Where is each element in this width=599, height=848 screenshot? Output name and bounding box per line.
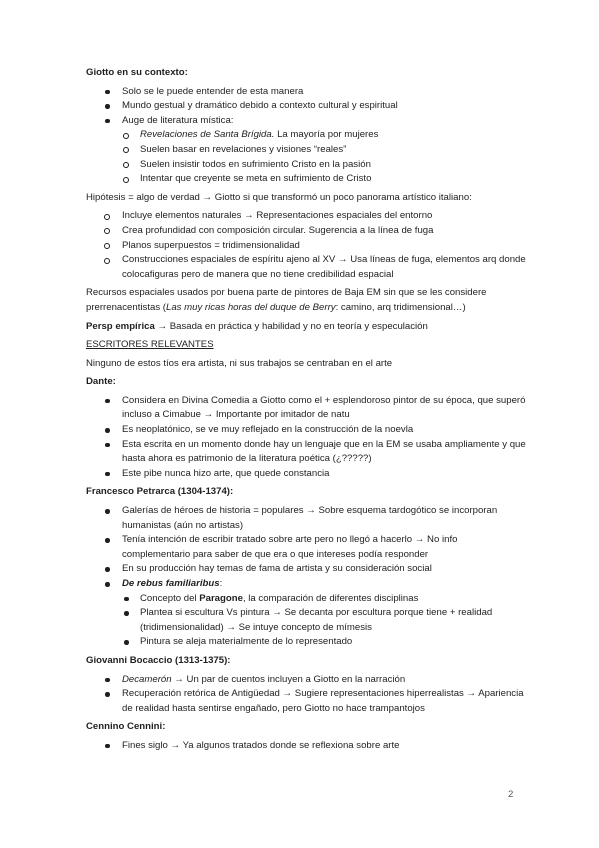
section-heading-cennino: Cennino Cennini: [86, 721, 166, 733]
work-title: De rebus familiaribus [122, 578, 220, 589]
escritores-intro: Ninguno de estos tíos era artista, ni sus trabajos se centraban en el arte [86, 357, 393, 369]
list-item: Es neoplatónico, se ve muy reflejado en la construcción de la noevla [86, 423, 526, 438]
recursos-text: Recursos espaciales usados por buena parte de pintores de Baja EM sin que se les considere prerrenacentistas ( [86, 287, 487, 313]
list-item: Considera en Divina Comedia a Giotto como el + esplendoroso pintor de su época, que superó incluso a Cimabue → Importante por imitador de natu [86, 394, 526, 423]
boccaccio-list [86, 673, 526, 717]
list-item: Este pibe nunca hizo arte, que quede constancia [86, 467, 526, 482]
dante-list [86, 394, 526, 482]
list-item-text: La mayoría por mujeres [274, 129, 379, 141]
list-item: Fines siglo → Ya algunos tratados donde se reflexiona sobre arte [86, 739, 526, 754]
list-item-text-end: , la comparación de diferentes disciplinas [242, 592, 419, 604]
cennino-list [86, 739, 526, 754]
list-item: Solo se le puede entender de esta manera [86, 85, 526, 100]
term: Paragone [199, 592, 243, 604]
work-title: Las muy ricas horas del duque de Berry [165, 301, 336, 313]
list-item: Suelen insistir todos en sufrimiento Cristo en la pasión [122, 158, 526, 173]
list-item-text: → Un par de cuentos incluyen a Giotto en la narración [171, 673, 406, 685]
mistica-sublist [122, 128, 526, 186]
list-item [86, 673, 526, 688]
hipotesis-list [86, 209, 526, 282]
persp-empirica-paragraph [86, 320, 526, 335]
work-title: Decamerón [122, 673, 172, 685]
list-item-text: Concepto del [140, 592, 200, 604]
list-item: Galerías de héroes de historia = populares → Sobre esquema tardogótico se incorporan humanistas (aún no artistas) [86, 504, 526, 533]
work-title: Revelaciones de Santa Brígida. [140, 129, 275, 141]
section-heading-escritores: ESCRITORES RELEVANTES [86, 339, 214, 351]
list-item: Construcciones espaciales de espíritu ajeno al XV → Usa líneas de fuga, elementos arq donde colocafiguras pero de manera que no tiene credibilidad espacial [86, 253, 526, 282]
section-heading-dante: Dante: [86, 376, 116, 388]
recursos-text-end: : camino, arq tridimensional…) [335, 301, 466, 313]
list-item: Intentar que creyente se meta en sufrimiento de Cristo [122, 172, 526, 187]
hipotesis-paragraph: Hipótesis = algo de verdad → Giotto si que transformó un poco panorama artístico italiano: [86, 191, 472, 203]
list-item [86, 577, 526, 650]
document-page [86, 66, 526, 758]
colon: : [219, 578, 223, 589]
page-number: 2 [508, 789, 514, 800]
petrarca-list [86, 504, 526, 650]
giotto-contexto-list [86, 85, 526, 187]
list-item [86, 114, 526, 187]
list-item: Plantea si escultura Vs pintura → Se decanta por escultura porque tiene + realidad (tridimensionalidad) → Se intuye concepto de mímesis [122, 606, 526, 635]
list-item: En su producción hay temas de fama de artista y su consideración social [86, 562, 526, 577]
list-item: Suelen basar en revelaciones y visiones “reales” [122, 143, 526, 158]
section-heading-giotto-contexto: Giotto en su contexto: [86, 67, 188, 78]
rebus-sublist [122, 592, 526, 650]
list-item: Pintura se aleja materialmente de lo representado [122, 635, 526, 650]
list-item: Crea profundidad con composición circular. Sugerencia a la línea de fuga [86, 224, 526, 239]
list-item: Tenía intención de escribir tratado sobre arte pero no llegó a hacerlo → No info complementario para saber de que era o que intereses podía responder [86, 533, 526, 562]
list-item-label: Auge de literatura mística: [122, 114, 234, 126]
list-item: Incluye elementos naturales → Representaciones espaciales del entorno [86, 209, 526, 224]
section-heading-boccaccio: Giovanni Bocaccio (1313-1375): [86, 654, 231, 666]
recursos-paragraph [86, 286, 526, 315]
list-item: Esta escrita en un momento donde hay un lenguaje que en la EM se usaba ampliamente y que hasta ahora es patrimonio de la literatura poética (¿?????) [86, 438, 526, 467]
list-item: Planos superpuestos = tridimensionalidad [86, 239, 526, 254]
list-item: Recuperación retórica de Antigüedad → Sugiere representaciones hiperrealistas → Apariencia de realidad hasta sentirse engañado, pero Giotto no hace trampantojos [86, 687, 526, 716]
list-item [122, 592, 526, 607]
list-item [122, 128, 526, 143]
term: Persp empírica [86, 320, 155, 332]
definition-text: → Basada en práctica y habilidad y no en teoría y especulación [154, 320, 428, 332]
list-item: Mundo gestual y dramático debido a contexto cultural y espiritual [86, 99, 526, 114]
section-heading-petrarca: Francesco Petrarca (1304-1374): [86, 486, 234, 498]
